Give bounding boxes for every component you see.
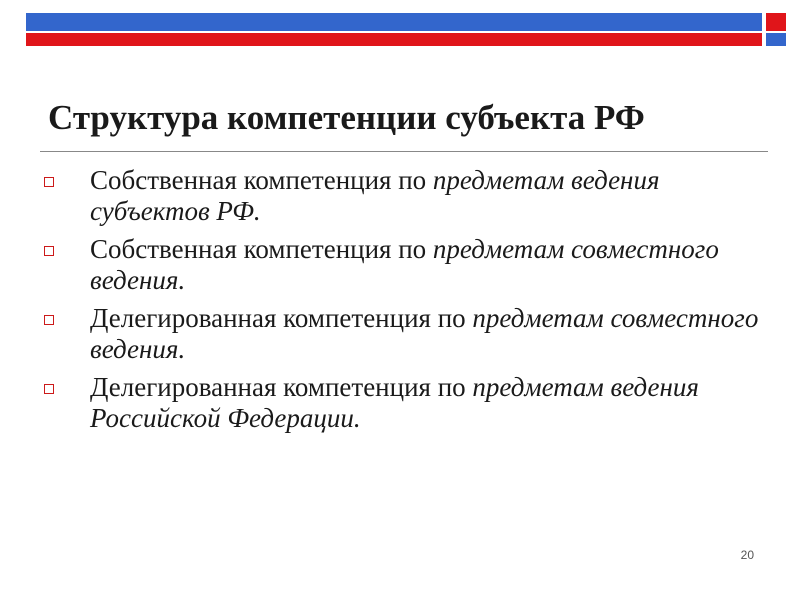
bullet-text-italic: предметам ведения Российской Федерации. — [90, 372, 699, 433]
slide-title: Структура компетенции субъекта РФ — [48, 98, 645, 137]
bullet-text-regular: Собственная компетенция по — [90, 234, 433, 264]
square-bullet-icon — [44, 177, 54, 187]
header-blue-bar — [26, 13, 762, 31]
bullet-text-italic: предметам совместного ведения. — [90, 303, 759, 364]
title-divider — [40, 151, 768, 152]
bullet-item — [38, 303, 768, 365]
bullet-list — [38, 165, 768, 441]
bullet-item — [38, 234, 768, 296]
header-red-bar — [26, 33, 762, 46]
bullet-item — [38, 372, 768, 434]
bullet-text-italic: предметам совместного ведения. — [90, 234, 719, 295]
square-bullet-icon — [44, 246, 54, 256]
square-bullet-icon — [44, 384, 54, 394]
bullet-text-regular: Делегированная компетенция по — [90, 372, 473, 402]
bullet-text-italic: предметам ведения субъектов РФ. — [90, 165, 660, 226]
bullet-text-regular: Делегированная компетенция по — [90, 303, 473, 333]
square-bullet-icon — [44, 315, 54, 325]
header-red-square — [766, 13, 786, 31]
page-number: 20 — [740, 548, 754, 562]
header-blue-square — [766, 33, 786, 46]
bullet-item — [38, 165, 768, 227]
bullet-text-regular: Собственная компетенция по — [90, 165, 433, 195]
